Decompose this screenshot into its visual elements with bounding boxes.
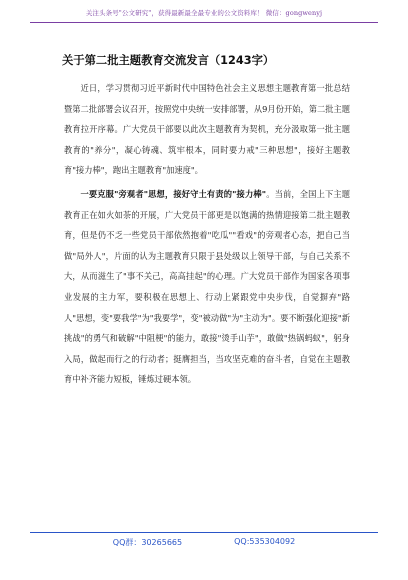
footer <box>30 537 378 548</box>
footer-qq-group: QQ群：30265665 <box>112 538 183 547</box>
paragraph-section-one <box>64 184 350 390</box>
footer-qq-contact: QQ:535304092 <box>234 537 296 546</box>
section-one-heading: 一要克服"旁观者"思想，接好守土有责的"接力棒" <box>80 188 267 199</box>
header-banner: 关注头条号"公文研究"，获得最新最全最专业的公文资料库！ 微信：gongwenyj <box>85 9 323 17</box>
header-divider <box>30 22 378 23</box>
document-body <box>64 78 350 390</box>
footer-divider <box>30 532 378 533</box>
document-title: 关于第二批主题教育交流发言（1243字） <box>62 54 275 67</box>
section-one-text: 。当前，全国上下主题教育正在如火如荼的开展，广大党员干部更是以饱满的热情迎接第二批主题教育，但是仍不乏一些党员干部依然抱着"吃瓜""看戏"的旁观者心态，把自己当做"局外人"，片面的认为主题教育只限于县处级以上领导干部，与自己关系不大，从而滋生了"事不关己，高高挂起"的心理。广大党员干部作为国家各项事业发展的主力军，要积极在思想上、行动上紧跟党中央步伐，自觉摒弃"路人"思想，变"要我学"为"我要学"，变"被动做"为"主动为"。要不断强化迎接"新挑战"的勇气和破解"中阻梗"的能力，敢接"烫手山芋"，敢做"热锅蚂蚁"，躬身入局，做起而行之的行动者；挺膺担当，当攻坚克难的奋斗者，自觉在主题教育中补齐能力短板，锤炼过硬本领。 <box>64 188 351 385</box>
paragraph-intro: 近日，学习贯彻习近平新时代中国特色社会主义思想主题教育第一批总结暨第二批部署会议召开，按照党中央统一安排部署，从9月份开始，第二批主题教育拉开序幕。广大党员干部要以此次主题教育为契机，充分汲取第一批主题教育的"养分"，凝心铸魂、筑牢根本，同时要力戒"三种思想"，接好主题教育"接力棒"，跑出主题教育"加速度"。 <box>64 83 350 176</box>
